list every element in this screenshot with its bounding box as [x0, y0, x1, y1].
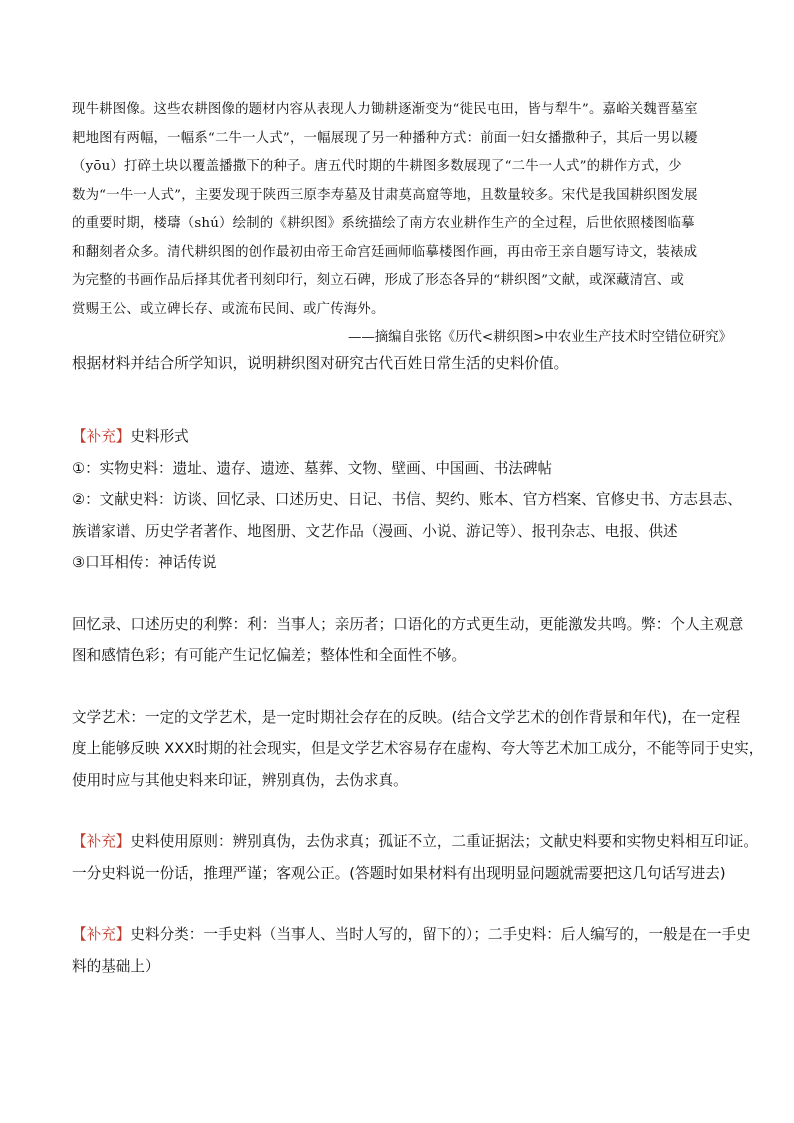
source-form-item: ①：实物史料：遗址、遗存、遗迹、墓葬、文物、壁画、中国画、书法碑帖 [72, 459, 553, 477]
material-line: （yōu）打碎土块以覆盖播撒下的种子。唐五代时期的牛耕图多数展现了“二牛一人式”的耕作方式，少 [72, 159, 682, 174]
material-source-citation: ——摘编自张铭《历代<耕织图>中农业生产技术时空错位研究》 [348, 330, 732, 345]
material-line: 的重要时期，楼璹（shú）绘制的《耕织图》系统描绘了南方农业耕作生产的全过程，后世依照楼图临摹 [72, 216, 695, 231]
categories-line: 料的基础上） [72, 957, 160, 975]
supplement-tag: 【补充】 [72, 833, 131, 850]
memoir-pros-cons-section [72, 609, 744, 672]
question-prompt: 根据材料并结合所学知识，说明耕织图对研究古代百姓日常生活的史料价值。 [72, 355, 569, 372]
memoir-line: 回忆录、口述历史的利弊：利：当事人；亲历者；口语化的方式更生动，更能激发共鸣。弊：个人主观意 [72, 615, 744, 633]
material-line: 现牛耕图像。这些农耕图像的题材内容从表现人力锄耕逐渐变为“徙民屯田，皆与犁牛”。嘉峪关魏晋墓室 [72, 102, 698, 117]
literature-art-section [72, 702, 764, 797]
literature-line: 度上能够反映 XXX时期的社会现实，但是文学艺术容易存在虚构、夸大等艺术加工成分，不能等同于史实， [72, 740, 764, 757]
supplement-tag: 【补充】 [72, 428, 131, 445]
memoir-line: 图和感情色彩；有可能产生记忆偏差；整体性和全面性不够。 [72, 647, 467, 664]
categories-line [72, 919, 751, 951]
supplement-forms-heading [72, 421, 732, 453]
material-line: 和翻刻者众多。清代耕织图的创作最初由帝王命宫廷画师临摹楼图作画，再由帝王亲自题写诗文，装裱成 [72, 244, 698, 260]
material-line: 赏赐王公、或立碑长存、或流布民间、或广传海外。 [72, 301, 385, 317]
document-page [72, 96, 764, 982]
material-line: 耙地图有两幅，一幅系“二牛一人式”，一幅展现了另一种播种方式：前面一妇女播撒种子，其后一男以耰 [72, 130, 698, 146]
supplement-forms-title: 史料形式 [130, 428, 189, 445]
supplement-categories-section [72, 919, 751, 982]
supplement-tag: 【补充】 [72, 926, 131, 943]
supplement-forms-section [72, 421, 742, 579]
supplement-principles-section [72, 826, 758, 889]
source-form-item: ②：文献史料：访谈、回忆录、口述历史、日记、书信、契约、账本、官方档案、官修史书、方志县志、 [72, 491, 742, 508]
source-form-item: ③口耳相传：神话传说 [72, 554, 217, 571]
principles-line: 一分史料说一份话，推理严谨；客观公正。(答题时如果材料有出现明显问题就需要把这几句话写进去) [72, 864, 726, 882]
principles-text: 史料使用原则：辨别真伪，去伪求真；孤证不立，二重证据法；文献史料要和实物史料相互印证。 [130, 833, 758, 850]
categories-text: 史料分类：一手史料（当事人、当时人写的，留下的）；二手史料：后人编写的，一般是在一手史 [130, 926, 751, 943]
source-material [72, 96, 732, 324]
literature-line: 使用时应与其他史料来印证，辨别真伪，去伪求真。 [72, 771, 408, 789]
material-line: 数为“一牛一人式”，主要发现于陕西三原李寿墓及甘肃莫高窟等地，且数量较多。宋代是我国耕织图发展 [72, 187, 698, 203]
literature-line: 文学艺术：一定的文学艺术，是一定时期社会存在的反映。(结合文学艺术的创作背景和年代)，在一定程 [72, 708, 741, 726]
principles-line [72, 826, 758, 858]
material-line: 为完整的书画作品后择其优者刊刻印行，刻立石碑，形成了形态各异的“耕织图”文献，或深藏清宫、或 [72, 273, 685, 288]
source-form-item: 族谱家谱、历史学者著作、地图册、文艺作品（漫画、小说、游记等）、报刊杂志、电报、供述 [72, 522, 678, 540]
